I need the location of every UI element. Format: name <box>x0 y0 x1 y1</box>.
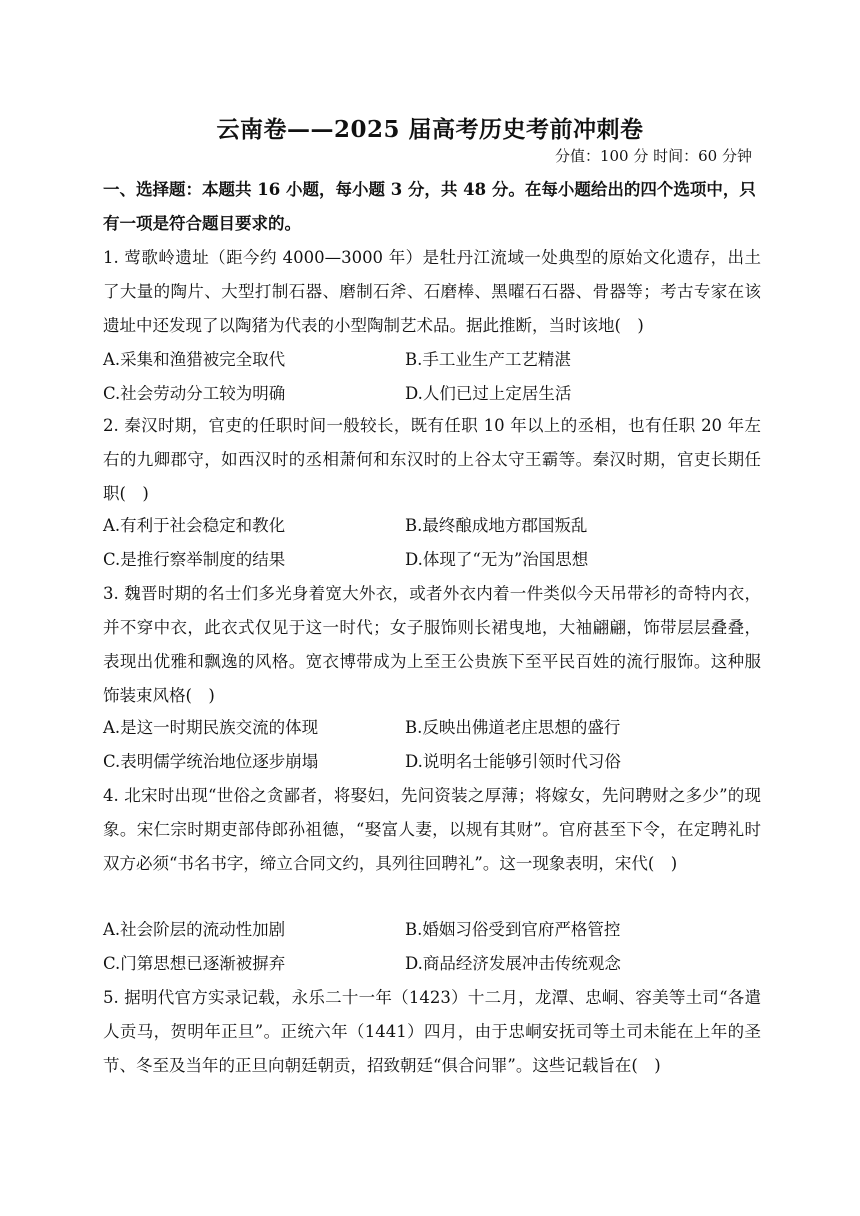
option-b: B.婚姻习俗受到官府严格管控 <box>405 920 621 939</box>
question-2-options <box>103 509 763 577</box>
question-5-stem: 5. 据明代官方实录记载，永乐二十一年（1423）十二月，龙潭、忠峒、容美等土司“各遣人贡马，贺明年正旦”。正统六年（1441）四月，由于忠峒安抚司等土司未能在上年的圣节、冬至及当年的正旦向朝廷朝贡，招致朝廷“俱合问罪”。这些记载旨在( ) <box>103 988 761 1075</box>
option-a: A.社会阶层的流动性加剧 <box>103 920 286 939</box>
question-4-options <box>103 913 763 981</box>
option-d: D.体现了“无为”治国思想 <box>405 550 589 569</box>
question-1-stem: 1. 莺歌岭遗址（距今约 4000—3000 年）是牡丹江流域一处典型的原始文化遗存，出土了大量的陶片、大型打制石器、磨制石斧、石磨棒、黑曜石石器、骨器等；考古专家在该遗址中还发现了以陶猪为代表的小型陶制艺术品。据此推断，当时该地( ) <box>103 248 761 335</box>
option-d: D.人们已过上定居生活 <box>405 384 572 403</box>
score-time-info: 分值：100 分 时间：60 分钟 <box>554 147 752 165</box>
question-3-stem: 3. 魏晋时期的名士们多光身着宽大外衣，或者外衣内着一件类似今天吊带衫的奇特内衣，并不穿中衣，此衣式仅见于这一时代；女子服饰则长裙曳地，大袖翩翩，饰带层层叠叠，表现出优雅和飘逸的风格。宽衣博带成为上至王公贵族下至平民百姓的流行服饰。这种服饰装束风格( ) <box>103 584 761 705</box>
option-a: A.是这一时期民族交流的体现 <box>103 718 319 737</box>
section-heading: 一、选择题：本题共 16 小题，每小题 3 分，共 48 分。在每小题给出的四个选项中，只有一项是符合题目要求的。 <box>103 180 756 233</box>
option-d: D.说明名士能够引领时代习俗 <box>405 752 621 771</box>
question-4-stem: 4. 北宋时出现“世俗之贪鄙者，将娶妇，先问资装之厚薄；将嫁女，先问聘财之多少”的现象。宋仁宗时期吏部侍郎孙祖德，“娶富人妻，以规有其财”。官府甚至下令，在定聘礼时双方必须“书名书字，缔立合同文约，具列往回聘礼”。这一现象表明，宋代( ) <box>103 786 761 873</box>
option-b: B.反映出佛道老庄思想的盛行 <box>405 718 621 737</box>
question-1-options <box>103 343 763 411</box>
option-a: A.采集和渔猎被完全取代 <box>103 350 286 369</box>
question-3-options <box>103 711 763 779</box>
option-c: C.门第思想已逐渐被摒弃 <box>103 954 286 973</box>
option-c: C.社会劳动分工较为明确 <box>103 384 286 403</box>
question-2-stem: 2. 秦汉时期，官吏的任职时间一般较长，既有任职 10 年以上的丞相，也有任职 20 年左右的九卿郡守，如西汉时的丞相萧何和东汉时的上谷太守王霸等。秦汉时期，官吏长期任职( ) <box>103 416 761 503</box>
option-c: C.表明儒学统治地位逐步崩塌 <box>103 752 319 771</box>
page-title: 云南卷——2025 届高考历史考前冲刺卷 <box>216 116 644 143</box>
option-d: D.商品经济发展冲击传统观念 <box>405 954 621 973</box>
option-b: B.手工业生产工艺精湛 <box>405 350 571 369</box>
option-b: B.最终酿成地方郡国叛乱 <box>405 516 588 535</box>
option-a: A.有利于社会稳定和教化 <box>103 516 286 535</box>
option-c: C.是推行察举制度的结果 <box>103 550 286 569</box>
